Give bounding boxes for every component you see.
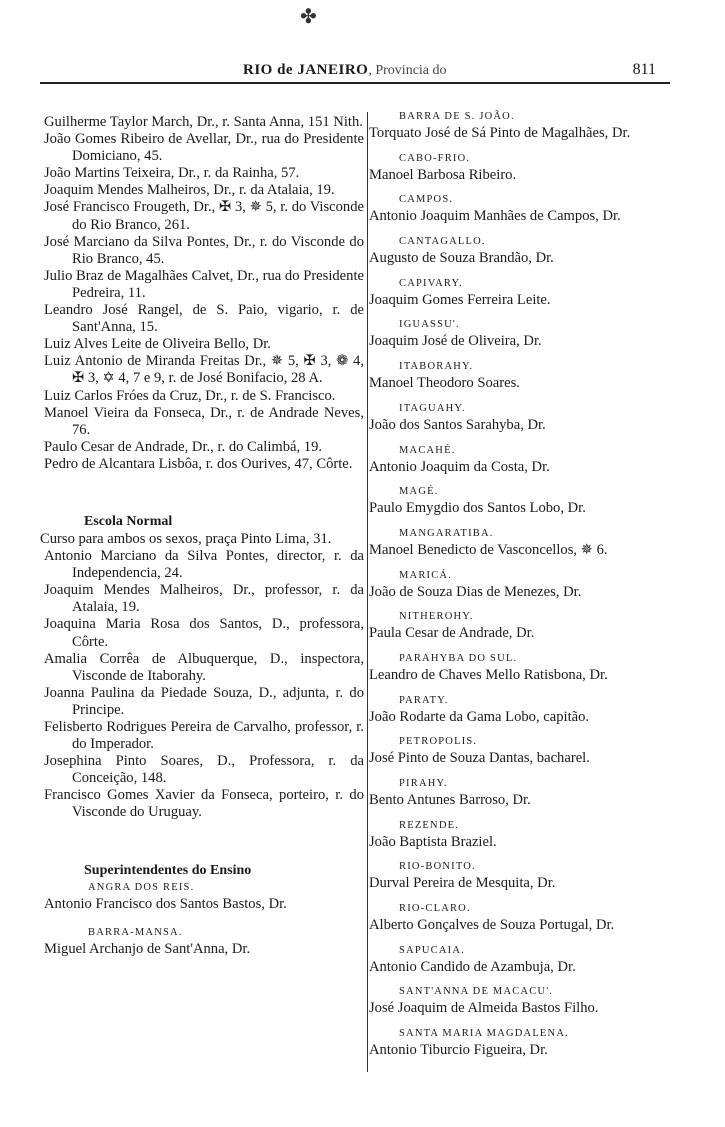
district-name: NITHEROHY. bbox=[399, 611, 474, 623]
superintendent-name: Paulo Emygdio dos Santos Lobo, Dr. bbox=[369, 500, 586, 517]
district-block bbox=[369, 693, 715, 735]
district-name: ANGRA DOS REIS. bbox=[88, 881, 195, 893]
district-block bbox=[369, 901, 715, 943]
district-name: MANGARATIBA. bbox=[399, 527, 494, 539]
district-name: CAMPOS. bbox=[399, 194, 454, 206]
district-block bbox=[369, 859, 715, 901]
district-block bbox=[369, 651, 715, 693]
superintendent-name: Alberto Gonçalves de Souza Portugal, Dr. bbox=[369, 917, 615, 934]
district-name: CANTAGALLO. bbox=[399, 236, 486, 248]
district-name: IGUASSU'. bbox=[399, 319, 460, 331]
list-entry: Leandro José Rangel, de S. Paio, vigario, r. de Sant'Anna, 15. bbox=[44, 302, 364, 336]
running-subtitle: , Provincia do bbox=[368, 63, 447, 78]
list-entry: José Marciano da Silva Pontes, Dr., r. do Visconde do Rio Branco, 45. bbox=[44, 233, 364, 267]
district-block bbox=[369, 234, 715, 276]
district-block bbox=[369, 359, 715, 401]
superintendent-name: João Rodarte da Gama Lobo, capitão. bbox=[369, 708, 590, 725]
list-entry: Pedro de Alcantara Lisbôa, r. dos Ourives, 47, Côrte. bbox=[44, 455, 353, 472]
district-name: PIRAHY. bbox=[399, 778, 448, 789]
province-title: RIO de JANEIRO bbox=[243, 62, 369, 78]
superintendent-name: Joaquim Gomes Ferreira Leite. bbox=[369, 291, 551, 308]
district-block bbox=[369, 734, 715, 776]
district-name: PARAHYBA DO SUL. bbox=[399, 652, 518, 664]
superintendent-name: Antonio Joaquim Manhães de Campos, Dr. bbox=[369, 208, 621, 225]
district-block bbox=[369, 401, 715, 443]
page-header bbox=[40, 60, 670, 84]
escola-staff-list bbox=[44, 548, 364, 822]
superintendent-name: Paula Cesar de Andrade, Dr. bbox=[369, 625, 535, 642]
escola-intro: Curso para ambos os sexos, praça Pinto Lima, 31. bbox=[40, 530, 332, 547]
list-entry: Antonio Marciano da Silva Pontes, director, r. da Independencia, 24. bbox=[44, 548, 364, 582]
district-block bbox=[369, 484, 715, 526]
list-entry: Guilherme Taylor March, Dr., r. Santa Anna, 151 Nith. bbox=[44, 114, 363, 130]
list-entry: Joaquim Mendes Malheiros, Dr., r. da Atalaia, 19. bbox=[44, 182, 335, 199]
list-entry: Manoel Vieira da Fonseca, Dr., r. de Andrade Neves, 76. bbox=[44, 404, 364, 438]
superintendent-name: José Pinto de Souza Dantas, bacharel. bbox=[369, 750, 590, 767]
list-entry: Amalia Corrêa de Albuquerque, D., inspectora, Visconde de Itaborahy. bbox=[44, 650, 364, 684]
superintendent-name: Bento Antunes Barroso, Dr. bbox=[369, 792, 531, 808]
superintendent-name: Manoel Theodoro Soares. bbox=[369, 375, 520, 392]
district-block bbox=[44, 925, 364, 958]
district-name: BARRA-MANSA. bbox=[88, 926, 183, 938]
district-block bbox=[369, 443, 715, 485]
superintendent-name: Joaquim José de Oliveira, Dr. bbox=[369, 333, 542, 350]
district-name: MARICÁ. bbox=[399, 569, 453, 581]
list-entry: Julio Braz de Magalhães Calvet, Dr., rua do Presidente Pedreira, 11. bbox=[44, 267, 364, 301]
district-name: ITAGUAHY. bbox=[399, 402, 466, 414]
district-name: BARRA DE S. JOÃO. bbox=[399, 111, 515, 122]
district-name: CAPIVARY. bbox=[399, 277, 463, 289]
right-column bbox=[369, 109, 715, 1068]
list-entry: José Francisco Frougeth, Dr., ✠ 3, ✵ 5, r. do Visconde do Rio Branco, 261. bbox=[44, 199, 364, 233]
superintendent-name: Manoel Barbosa Ribeiro. bbox=[369, 166, 517, 183]
district-block bbox=[369, 943, 715, 985]
district-name: RIO-CLARO. bbox=[399, 903, 471, 915]
superintendent-name: João de Souza Dias de Menezes, Dr. bbox=[369, 583, 582, 600]
page-number: 811 bbox=[632, 61, 656, 78]
district-name: ITABORAHY. bbox=[399, 361, 474, 373]
section-heading-superintendentes: Superintendentes do Ensino bbox=[84, 862, 252, 878]
list-entry: Francisco Gomes Xavier da Fonseca, porteiro, r. do Visconde do Uruguay. bbox=[44, 787, 364, 821]
district-name: CABO-FRIO. bbox=[399, 152, 471, 164]
list-entry: Joanna Paulina da Piedade Souza, D., adjunta, r. do Principe. bbox=[44, 684, 364, 718]
district-block bbox=[369, 109, 715, 151]
superintendent-name: Manoel Benedicto de Vasconcellos, ✵ 6. bbox=[369, 541, 608, 558]
left-column bbox=[40, 114, 364, 958]
superintendent-name: Antonio Candido de Azambuja, Dr. bbox=[369, 958, 576, 975]
list-entry: Josephina Pinto Soares, D., Professora, r. da Conceição, 148. bbox=[44, 753, 364, 787]
section-heading-escola-normal: Escola Normal bbox=[84, 513, 173, 529]
superintendent-name: Durval Pereira de Mesquita, Dr. bbox=[369, 875, 556, 892]
list-entry: Luiz Carlos Fróes da Cruz, Dr., r. de S. Francisco. bbox=[44, 387, 336, 404]
district-name: PARATY. bbox=[399, 694, 449, 706]
list-entry: Joaquim Mendes Malheiros, Dr., professor, r. da Atalaia, 19. bbox=[44, 582, 364, 616]
physician-list bbox=[44, 114, 364, 473]
list-entry: Luiz Alves Leite de Oliveira Bello, Dr. bbox=[44, 336, 271, 353]
superintendent-name: Antonio Francisco dos Santos Bastos, Dr. bbox=[44, 895, 287, 912]
district-name: RIO-BONITO. bbox=[399, 861, 476, 873]
superintendent-name: José Joaquim de Almeida Bastos Filho. bbox=[369, 1000, 599, 1017]
district-name: SAPUCAIA. bbox=[399, 944, 465, 956]
district-name: SANT'ANNA DE MACACU'. bbox=[399, 986, 554, 998]
list-entry: Paulo Cesar de Andrade, Dr., r. do Calimbá, 19. bbox=[44, 438, 323, 455]
district-block bbox=[369, 526, 715, 568]
district-block bbox=[369, 192, 715, 234]
column-divider bbox=[367, 112, 368, 1072]
superintendent-name: Torquato José de Sá Pinto de Magalhães, Dr. bbox=[369, 125, 631, 141]
district-block bbox=[44, 880, 364, 913]
list-entry: João Martins Teixeira, Dr., r. da Rainha, 57. bbox=[44, 165, 300, 182]
list-entry: Luiz Antonio de Miranda Freitas Dr., ✵ 5, ✠ 3, ❁ 4, ✠ 3, ✡ 4, 7 e 9, r. de José Bonifacio, 28 A. bbox=[44, 353, 364, 387]
superintendent-name: Antonio Tiburcio Figueira, Dr. bbox=[369, 1042, 548, 1059]
superintendent-name: Leandro de Chaves Mello Ratisbona, Dr. bbox=[369, 666, 608, 683]
list-entry: Felisberto Rodrigues Pereira de Carvalho, professor, r. do Imperador. bbox=[44, 719, 364, 753]
district-block bbox=[369, 317, 715, 359]
district-block bbox=[369, 776, 715, 818]
district-block bbox=[369, 568, 715, 610]
district-block bbox=[369, 818, 715, 860]
district-block bbox=[369, 984, 715, 1026]
superintendent-name: Antonio Joaquim da Costa, Dr. bbox=[369, 458, 550, 475]
list-entry: João Gomes Ribeiro de Avellar, Dr., rua do Presidente Domiciano, 45. bbox=[44, 131, 364, 165]
printer-ornament: ✤ bbox=[300, 6, 317, 28]
superintendent-name: Miguel Archanjo de Sant'Anna, Dr. bbox=[44, 940, 251, 957]
district-name: REZENDE. bbox=[399, 819, 460, 831]
superintendent-name: João Baptista Braziel. bbox=[369, 833, 497, 850]
district-block bbox=[369, 276, 715, 318]
district-block bbox=[369, 1026, 715, 1068]
district-name: SANTA MARIA MAGDALENA. bbox=[399, 1028, 569, 1040]
district-name: MAGÉ. bbox=[399, 486, 439, 498]
district-block bbox=[369, 151, 715, 193]
list-entry: Joaquina Maria Rosa dos Santos, D., professora, Côrte. bbox=[44, 616, 364, 650]
superintendentes-list bbox=[44, 880, 364, 958]
running-title bbox=[243, 62, 447, 79]
superintendent-name: João dos Santos Sarahyba, Dr. bbox=[369, 416, 546, 433]
district-block bbox=[369, 609, 715, 651]
superintendent-name: Augusto de Souza Brandão, Dr. bbox=[369, 250, 554, 267]
district-name: PETROPOLIS. bbox=[399, 736, 478, 748]
district-name: MACAHÉ. bbox=[399, 444, 456, 456]
